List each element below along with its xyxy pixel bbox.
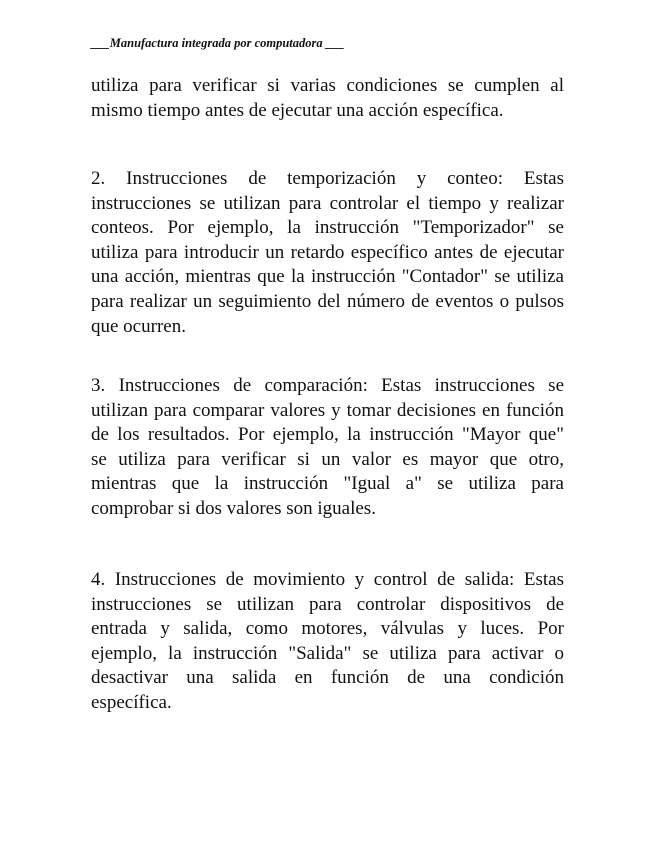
text-line: instrucciones se utilizan para controlar el tiempo y realizar xyxy=(91,192,564,214)
page-header: ___Manufactura integrada por computadora ___ xyxy=(91,36,345,50)
text-line: 4. Instrucciones de movimiento y control de salida: Estas xyxy=(91,569,564,590)
text-line: 2. Instrucciones de temporización y conteo: Estas xyxy=(91,168,564,189)
text-line: utilizan para comparar valores y tomar decisiones en función xyxy=(91,399,564,421)
paragraph-comparison xyxy=(91,374,564,522)
text-line: utiliza para introducir un retardo específico antes de ejecutar xyxy=(91,241,564,263)
text-line: mismo tiempo antes de ejecutar una acción específica. xyxy=(91,99,504,121)
text-line: ejemplo, la instrucción "Salida" se utiliza para activar o xyxy=(91,642,564,664)
text-line: entrada y salida, como motores, válvulas y luces. Por xyxy=(91,618,564,640)
text-line: 3. Instrucciones de comparación: Estas instrucciones se xyxy=(91,375,564,396)
text-line: utiliza para verificar si varias condiciones se cumplen al xyxy=(91,75,564,96)
text-line: desactivar una salida en función de una condición xyxy=(91,667,564,689)
text-line: instrucciones se utilizan para controlar dispositivos de xyxy=(91,593,564,615)
text-line: se utiliza para verificar si un valor es mayor que otro, xyxy=(91,448,564,470)
paragraph-timing-counting xyxy=(91,167,564,339)
text-line: que ocurren. xyxy=(91,315,186,337)
text-line: específica. xyxy=(91,691,172,713)
paragraph-motion-output xyxy=(91,568,564,716)
text-line: una acción, mientras que la instrucción "Contador" se utiliza xyxy=(91,266,564,288)
text-line: conteos. Por ejemplo, la instrucción "Temporizador" se xyxy=(91,217,564,239)
text-line: de los resultados. Por ejemplo, la instrucción "Mayor que" xyxy=(91,424,564,446)
paragraph-intro xyxy=(91,74,564,123)
text-line: comprobar si dos valores son iguales. xyxy=(91,497,376,519)
text-line: mientras que la instrucción "Igual a" se utiliza para xyxy=(91,473,564,495)
text-line: para realizar un seguimiento del número de eventos o pulsos xyxy=(91,290,564,312)
